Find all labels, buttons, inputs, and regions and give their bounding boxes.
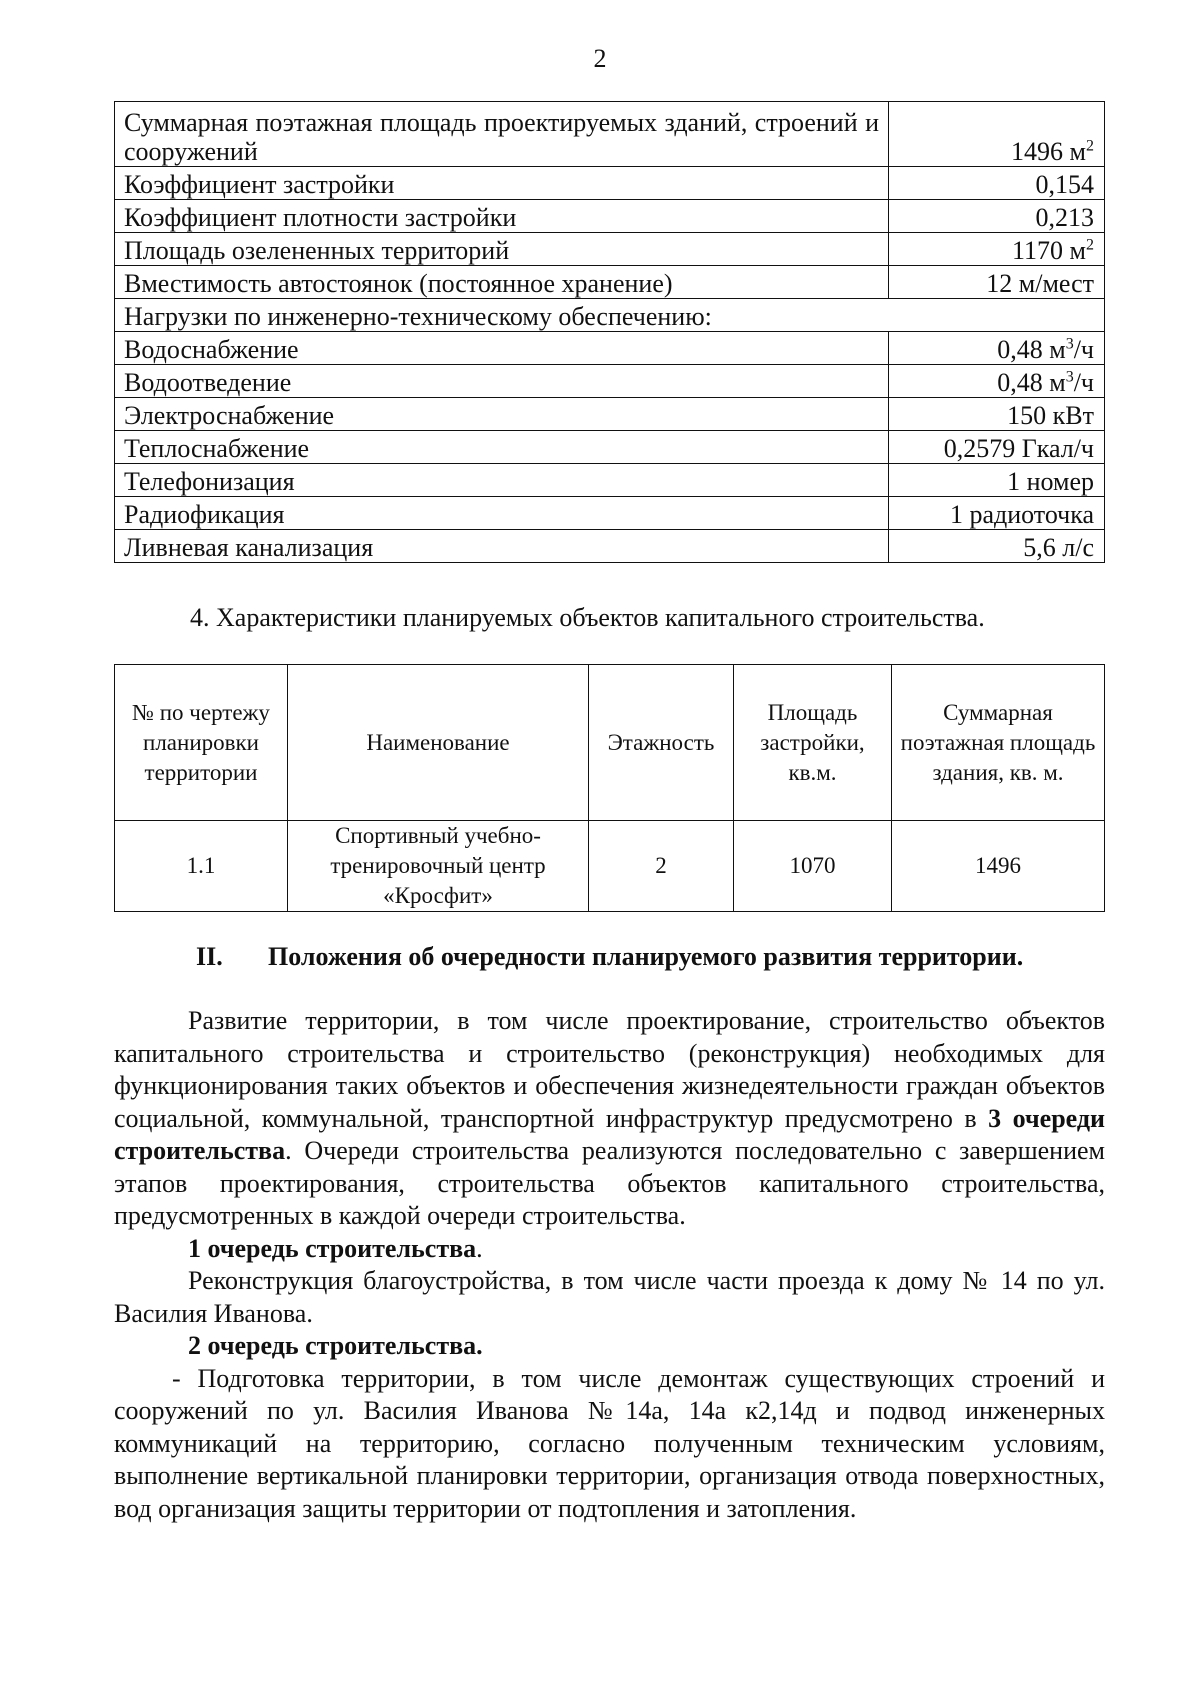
table-row xyxy=(115,464,1105,497)
param-value xyxy=(889,332,1105,365)
section-heading xyxy=(196,942,1023,972)
param-value xyxy=(889,365,1105,398)
param-value xyxy=(889,102,1105,167)
paragraph-text: Развитие территории, в том числе проектирование, строительство объектов капитального строительства и строительство (реконструкция) необходимых для функционирования таких объектов и обеспечения жизнедеятельности граждан объектов социальной, коммунальной, транспортной инфраструктур предусмотрено в xyxy=(114,1006,1105,1133)
param-unit-exponent: 2 xyxy=(1086,236,1094,254)
body-text xyxy=(114,1005,1105,1525)
param-unit-exponent: 2 xyxy=(1086,137,1094,155)
param-value-text: 1496 м xyxy=(1011,137,1086,166)
parameters-table xyxy=(114,101,1105,563)
page-number: 2 xyxy=(593,44,607,73)
table-row xyxy=(115,365,1105,398)
param-name: Вместимость автостоянок (постоянное хранение) xyxy=(115,266,889,299)
table-row xyxy=(115,431,1105,464)
param-value-text: 1 номер xyxy=(1007,467,1094,496)
param-unit-exponent: 3 xyxy=(1065,335,1074,353)
header-building-area: Площадь застройки, кв.м. xyxy=(734,665,892,821)
param-value-text: 150 кВт xyxy=(1007,401,1094,430)
param-name: Площадь озелененных территорий xyxy=(115,233,889,266)
cell-total-floor-area: 1496 xyxy=(892,821,1105,912)
objects-table-header-row xyxy=(115,665,1105,821)
section-title: Положения об очередности планируемого развития территории. xyxy=(268,942,1024,971)
table-row xyxy=(115,299,1105,332)
param-value-text: 0,154 xyxy=(1035,170,1094,199)
cell-drawing-number: 1.1 xyxy=(115,821,288,912)
param-name: Суммарная поэтажная площадь проектируемых зданий, строений и сооружений xyxy=(115,102,889,167)
param-name: Радиофикация xyxy=(115,497,889,530)
param-value xyxy=(889,398,1105,431)
param-value-text: 5,6 л/с xyxy=(1023,533,1094,562)
stage-2-text: - Подготовка территории, в том числе демонтаж существующих строений и сооружений по ул. Василия Иванова №14а, 14а к2,14д и подвод инженерных коммуникаций на территорию, согласно полученным техническим условиям, выполнение вертикальной планировки территории, организация отвода поверхностных, вод организация защиты территории от подтопления и затопления. xyxy=(114,1363,1105,1523)
param-value-text: 1170 м xyxy=(1012,236,1086,265)
table-row xyxy=(115,332,1105,365)
param-value-text: 0,213 xyxy=(1035,203,1094,232)
section-number: II. xyxy=(196,942,223,971)
table-row xyxy=(115,266,1105,299)
param-value xyxy=(889,431,1105,464)
stage-1-heading xyxy=(114,1233,1105,1266)
param-unit-suffix: /ч xyxy=(1073,368,1094,397)
param-value xyxy=(889,266,1105,299)
table-row xyxy=(115,233,1105,266)
table-row xyxy=(115,102,1105,167)
header-floors: Этажность xyxy=(589,665,734,821)
table-row xyxy=(115,167,1105,200)
header-drawing-number: № по чертежу планировки территории xyxy=(115,665,288,821)
param-name: Водоснабжение xyxy=(115,332,889,365)
stage-1-title: 1 очередь строительства xyxy=(188,1233,477,1263)
stage-1-text: Реконструкция благоустройства, в том числе части проезда к дому № 14 по ул. Василия Иванова. xyxy=(114,1266,1105,1328)
param-value xyxy=(889,167,1105,200)
paragraph-development xyxy=(114,1005,1105,1233)
param-value-text: 0,48 м xyxy=(997,368,1066,397)
param-value-text: 12 м/мест xyxy=(986,269,1094,298)
param-value-text: 0,2579 Гкал/ч xyxy=(943,434,1094,463)
paragraph-text-continued: . Очереди строительства реализуются последовательно с завершением этапов проектирования, строительства объектов капитального строительства, предусмотренных в каждой очереди строительства. xyxy=(114,1136,1105,1230)
param-value xyxy=(889,530,1105,563)
paragraph-bold-text: 3 очереди строительства xyxy=(114,1103,1105,1165)
param-value xyxy=(889,200,1105,233)
param-value xyxy=(889,497,1105,530)
objects-table xyxy=(114,664,1105,912)
table-row xyxy=(115,398,1105,431)
objects-table-caption: 4. Характеристики планируемых объектов капитального строительства. xyxy=(190,603,985,632)
table-row xyxy=(115,497,1105,530)
param-name: Коэффициент плотности застройки xyxy=(115,200,889,233)
param-value xyxy=(889,464,1105,497)
param-name: Водоотведение xyxy=(115,365,889,398)
table-row xyxy=(115,200,1105,233)
cell-floors: 2 xyxy=(589,821,734,912)
param-name: Электроснабжение xyxy=(115,398,889,431)
stage-2-heading: 2 очередь строительства. xyxy=(188,1331,483,1360)
cell-name: Спортивный учебно-тренировочный центр «Кросфит» xyxy=(288,821,589,912)
table-row xyxy=(115,530,1105,563)
header-name: Наименование xyxy=(288,665,589,821)
param-value xyxy=(889,233,1105,266)
cell-building-area: 1070 xyxy=(734,821,892,912)
stage-1-dot: . xyxy=(476,1233,483,1263)
param-name: Ливневая канализация xyxy=(115,530,889,563)
param-name: Коэффициент застройки xyxy=(115,167,889,200)
param-unit-exponent: 3 xyxy=(1065,368,1074,386)
param-name: Телефонизация xyxy=(115,464,889,497)
param-name: Нагрузки по инженерно-техническому обеспечению: xyxy=(115,299,1105,332)
param-value-text: 0,48 м xyxy=(997,335,1066,364)
param-name: Теплоснабжение xyxy=(115,431,889,464)
param-value-text: 1 радиоточка xyxy=(949,500,1094,529)
param-unit-suffix: /ч xyxy=(1073,335,1094,364)
table-row xyxy=(115,821,1105,912)
header-total-floor-area: Суммарная поэтажная площадь здания, кв. м. xyxy=(892,665,1105,821)
